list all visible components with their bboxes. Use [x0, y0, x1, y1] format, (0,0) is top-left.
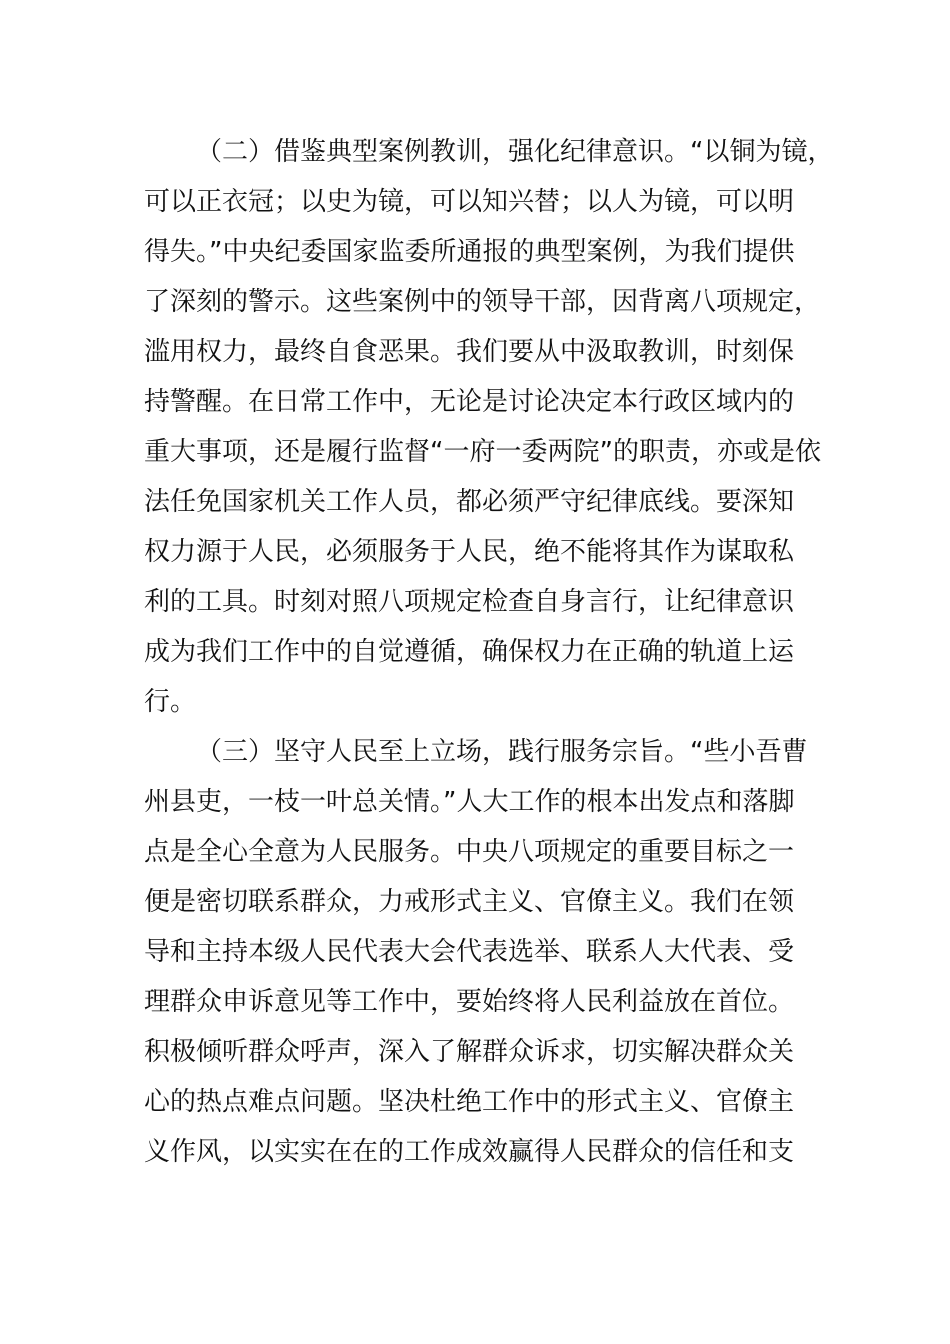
- text-line: 得失。”中央纪委国家监委所通报的典型案例，为我们提供: [144, 237, 795, 267]
- text-line: 滥用权力，最终自食恶果。我们要从中汲取教训，时刻保: [144, 337, 795, 367]
- text-line: 州县吏，一枝一叶总关情。”人大工作的根本出发点和落脚: [144, 787, 795, 817]
- text-line: 义作风，以实实在在的工作成效赢得人民群众的信任和支: [144, 1137, 795, 1167]
- text-line: （三）坚守人民至上立场，践行服务宗旨。“些小吾曹: [196, 737, 808, 767]
- text-line: 积极倾听群众呼声，深入了解群众诉求，切实解决群众关: [144, 1037, 795, 1067]
- text-line: （二）借鉴典型案例教训，强化纪律意识。“以铜为镜，: [196, 137, 834, 167]
- text-line: 心的热点难点问题。坚决杜绝工作中的形式主义、官僚主: [144, 1087, 795, 1117]
- text-line: 权力源于人民，必须服务于人民，绝不能将其作为谋取私: [144, 537, 795, 567]
- text-line: 导和主持本级人民代表大会代表选举、联系人大代表、受: [144, 937, 795, 967]
- paragraph-3: [144, 727, 808, 1177]
- text-line: 理群众申诉意见等工作中，要始终将人民利益放在首位。: [144, 987, 795, 1017]
- text-line: 行。: [144, 687, 197, 717]
- text-line: 便是密切联系群众，力戒形式主义、官僚主义。我们在领: [144, 887, 795, 917]
- text-line: 了深刻的警示。这些案例中的领导干部，因背离八项规定，: [144, 287, 821, 317]
- text-line: 成为我们工作中的自觉遵循，确保权力在正确的轨道上运: [144, 637, 795, 667]
- text-line: 点是全心全意为人民服务。中央八项规定的重要目标之一: [144, 837, 795, 867]
- document-body: [144, 127, 834, 1177]
- text-line: 重大事项，还是履行监督“一府一委两院”的职责，亦或是依: [144, 437, 821, 467]
- text-line: 可以正衣冠；以史为镜，可以知兴替；以人为镜，可以明: [144, 187, 795, 217]
- text-line: 持警醒。在日常工作中，无论是讨论决定本行政区域内的: [144, 387, 795, 417]
- text-line: 法任免国家机关工作人员，都必须严守纪律底线。要深知: [144, 487, 795, 517]
- paragraph-2: [144, 127, 834, 727]
- text-line: 利的工具。时刻对照八项规定检查自身言行，让纪律意识: [144, 587, 795, 617]
